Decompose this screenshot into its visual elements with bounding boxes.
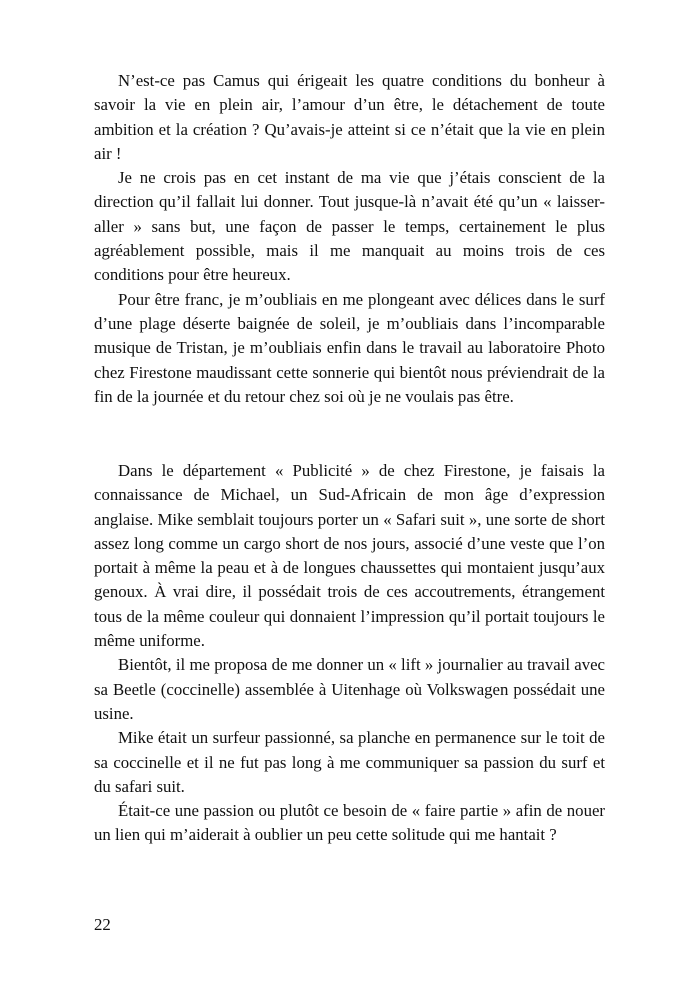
paragraph: N’est-ce pas Camus qui érigeait les quatre conditions du bonheur à savoir la vie en plein air, l’amour d’un être, le détachement de toute ambition et la création ? Qu’avais-je atteint si ce n’était que la vie en plein air ! xyxy=(94,71,605,163)
paragraph: Était-ce une passion ou plutôt ce besoin de « faire partie » afin de nouer un lien qui m’aiderait à oublier un peu cette solitude qui me hantait ? xyxy=(94,801,605,845)
paragraph: Dans le département « Publicité » de chez Firestone, je faisais la connaissance de Michael, un Sud-Africain de mon âge d’expression anglaise. Mike semblait toujours porter un « Safari suit », une sorte de short assez long comme un cargo short de nos jours, associé d’une veste que l’on portait à même la peau et à de longues chaussettes qui montaient jusqu’aux genoux. À vrai dire, il possédait trois de ces accoutrements, étrangement tous de la même couleur qui donnaient l’impression qu’il portait toujours le même uniforme. xyxy=(94,461,605,651)
paragraph: Mike était un surfeur passionné, sa planche en permanence sur le toit de sa coccinelle et il ne fut pas long à me communiquer sa passion du surf et du safari suit. xyxy=(94,728,605,796)
paragraph: Pour être franc, je m’oubliais en me plongeant avec délices dans le surf d’une plage déserte baignée de soleil, je m’oubliais dans l’incomparable musique de Tristan, je m’oubliais enfin dans le travail au laboratoire Photo chez Firestone maudissant cette sonnerie qui bientôt nous préviendrait de la fin de la journée et du retour chez soi où je ne voulais pas être. xyxy=(94,289,605,406)
paragraph: Je ne crois pas en cet instant de ma vie que j’étais conscient de la direction qu’il fallait lui donner. Tout jusque-là n’avait été qu’un « laisser-aller » sans but, une façon de passer le temps, certainement le plus agréablement possible, mais il me manquait au moins trois de ces conditions pour être heureux. xyxy=(94,168,605,285)
text-section-2 xyxy=(94,459,605,848)
paragraph: Bientôt, il me proposa de me donner un « lift » journalier au travail avec sa Beetle (coccinelle) assemblée à Uitenhage où Volkswagen possédait une usine. xyxy=(94,655,605,723)
text-section-1 xyxy=(94,69,605,409)
page-number: 22 xyxy=(94,915,111,934)
